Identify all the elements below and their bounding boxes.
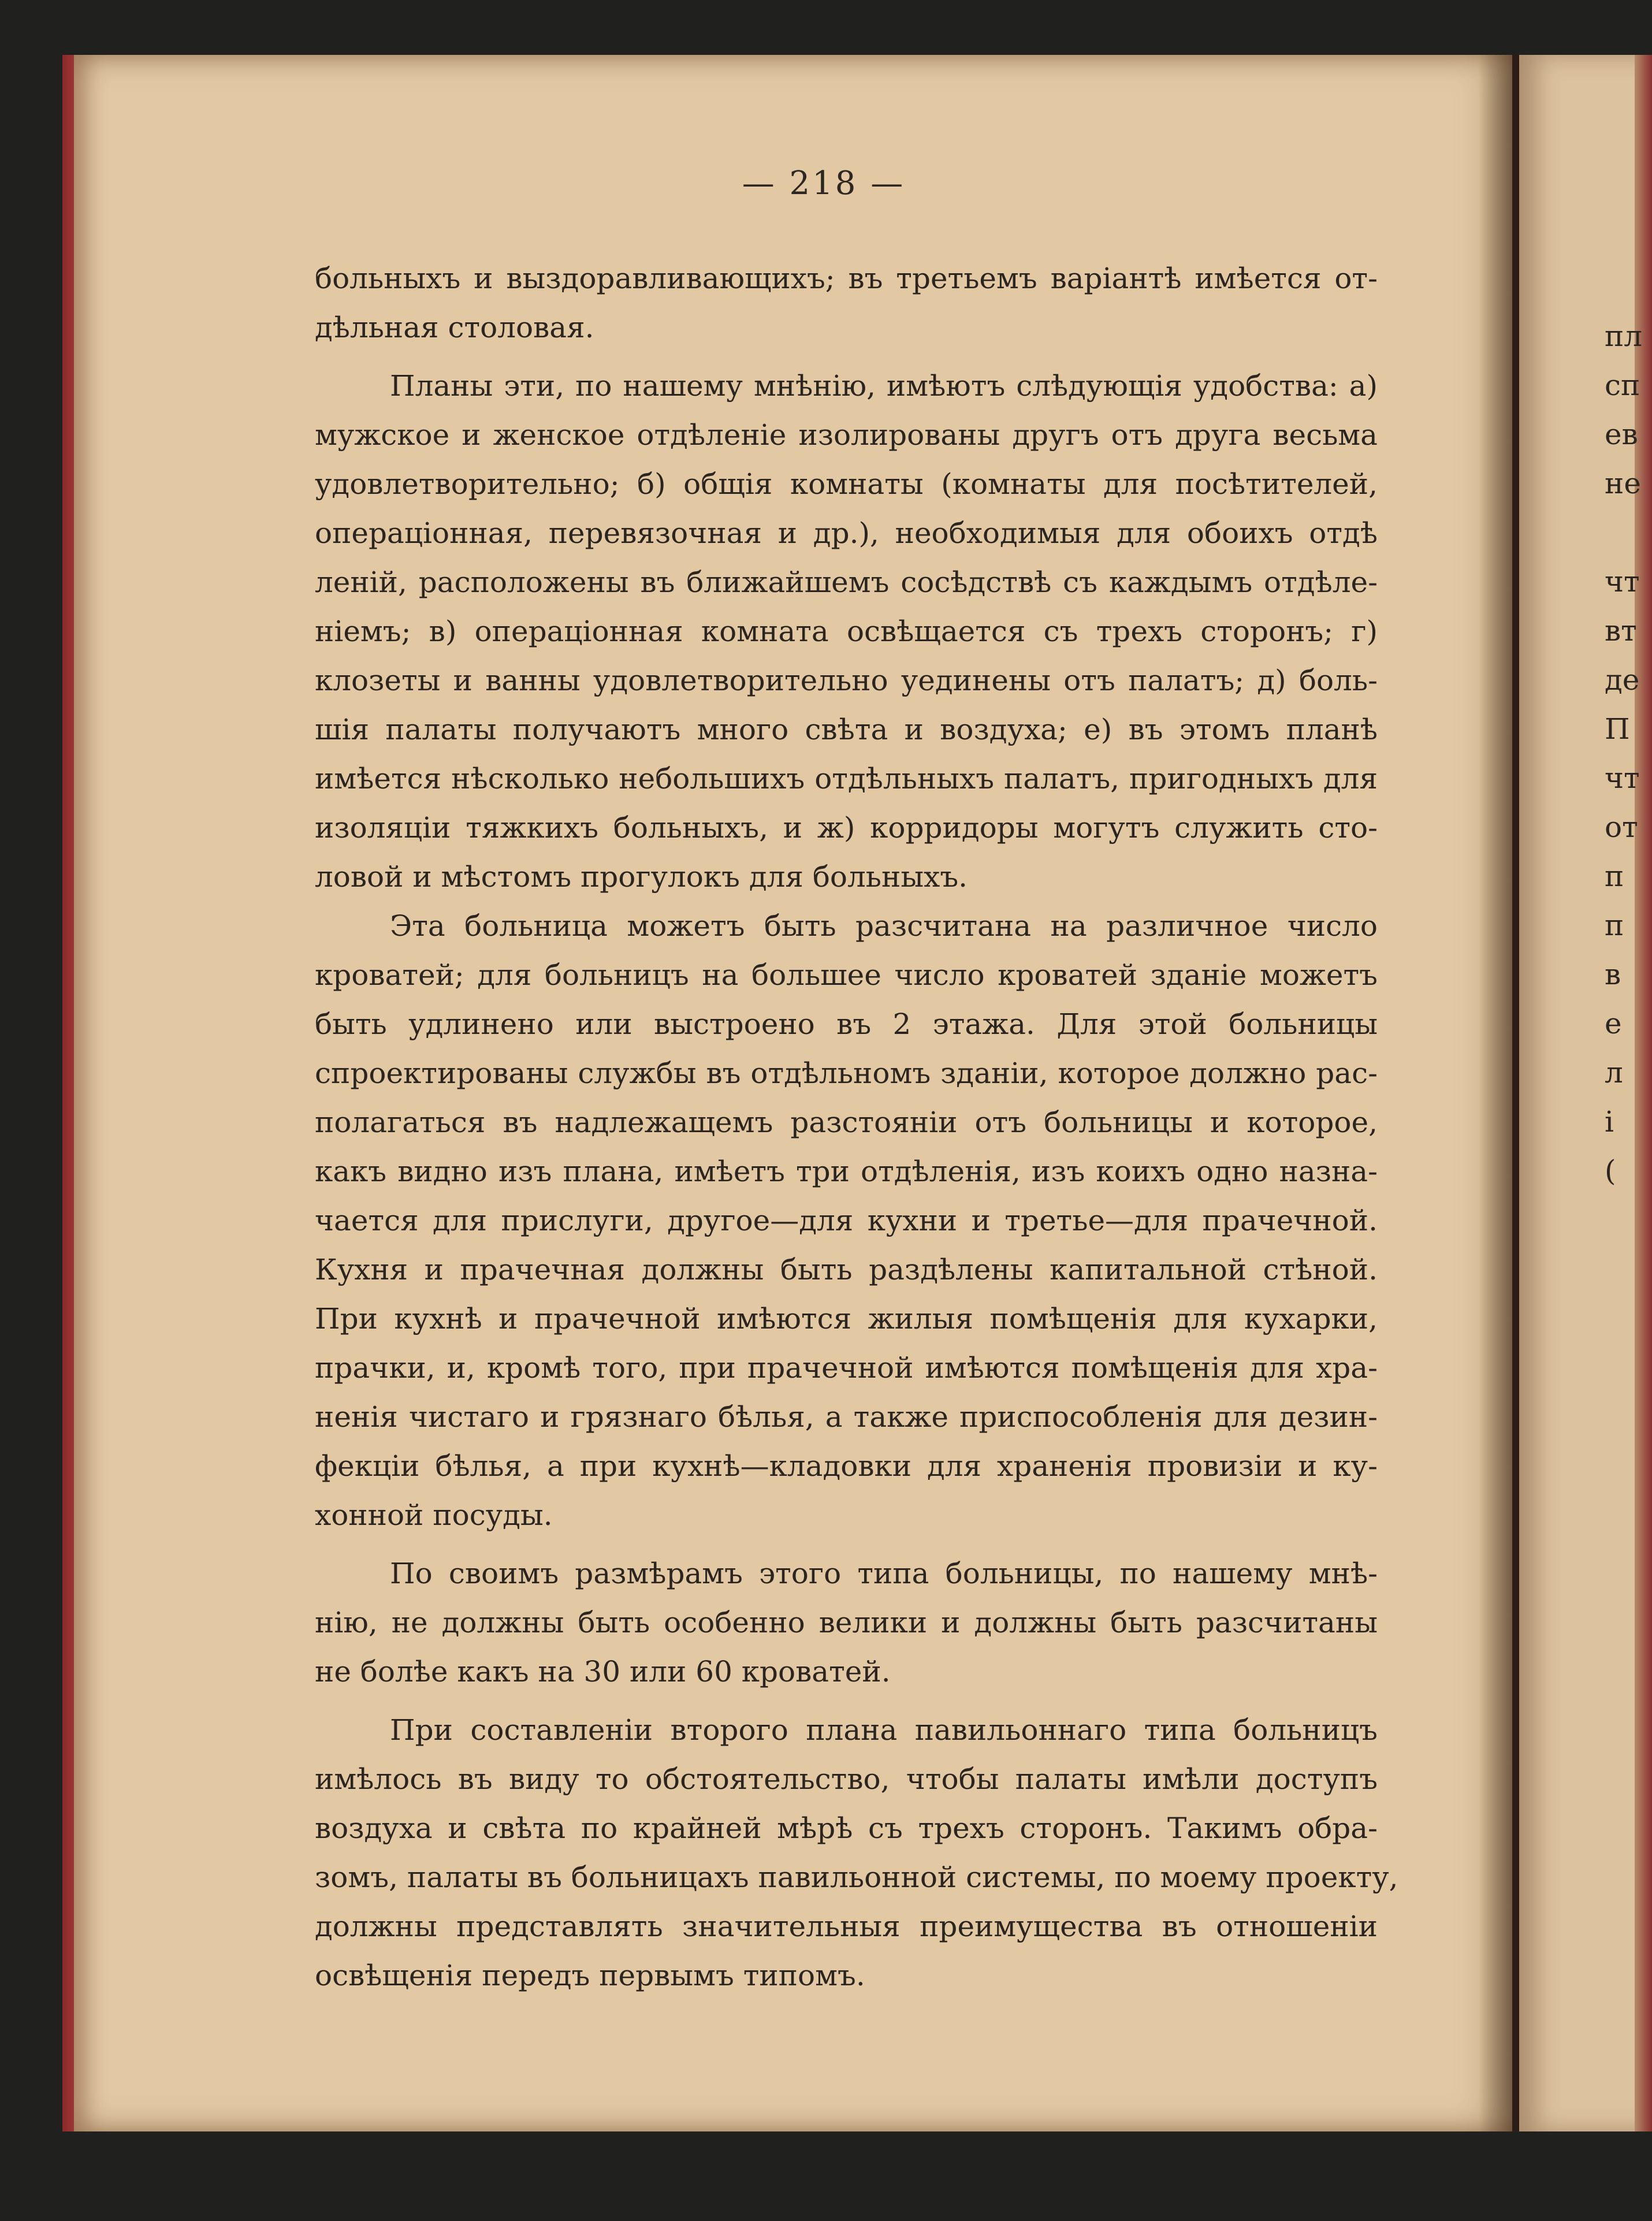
text-fragment: де xyxy=(1605,663,1640,697)
text-line: прачки, и, кромѣ того, при прачечной имѣются помѣщенія для хра- xyxy=(315,1351,1378,1385)
text-line: ніемъ; в) операціонная комната освѣщается съ трехъ сторонъ; г) xyxy=(315,615,1378,648)
text-line: нію, не должны быть особенно велики и должны быть разсчитаны xyxy=(315,1606,1378,1639)
page-number: — 218 — xyxy=(742,165,906,202)
text-fragment: не xyxy=(1605,467,1641,500)
text-line: мужское и женское отдѣленіе изолированы другъ отъ друга весьма xyxy=(315,418,1378,452)
text-line: спроектированы службы въ отдѣльномъ зданіи, которое должно рас- xyxy=(315,1056,1378,1090)
text-line: быть удлинено или выстроено въ 2 этажа. Для этой больницы xyxy=(315,1007,1378,1041)
text-fragment: і xyxy=(1605,1105,1614,1139)
text-line: кроватей; для больницъ на большее число кроватей зданіе можетъ xyxy=(315,958,1378,992)
text-line: чается для прислуги, другое—для кухни и третье—для прачечной. xyxy=(315,1204,1378,1237)
text-line: Кухня и прачечная должны быть раздѣлены капитальной стѣной. xyxy=(315,1253,1378,1286)
text-fragment: п xyxy=(1605,909,1624,942)
text-line: имѣлось въ виду то обстоятельство, чтобы палаты имѣли доступъ xyxy=(315,1762,1378,1796)
text-line: воздуха и свѣта по крайней мѣрѣ съ трехъ сторонъ. Такимъ обра- xyxy=(315,1811,1378,1845)
text-fragment: от xyxy=(1605,810,1638,844)
text-fragment: е xyxy=(1605,1007,1622,1040)
text-fragment: л xyxy=(1605,1056,1623,1089)
right-page-text-fragments xyxy=(1605,312,1652,1196)
text-line: При составленіи второго плана павильоннаго типа больницъ xyxy=(390,1713,1378,1747)
text-line: фекціи бѣлья, а при кухнѣ—кладовки для храненія провизіи и ку- xyxy=(315,1449,1378,1483)
text-line: При кухнѣ и прачечной имѣются жилыя помѣщенія для кухарки, xyxy=(315,1302,1378,1335)
text-line: не болѣе какъ на 30 или 60 кроватей. xyxy=(315,1655,891,1688)
text-line: имѣется нѣсколько небольшихъ отдѣльныхъ палатъ, пригодныхъ для xyxy=(315,762,1378,795)
text-line: полагаться въ надлежащемъ разстояніи отъ больницы и которое, xyxy=(315,1106,1378,1139)
text-line: хонной посуды. xyxy=(315,1498,553,1532)
text-fragment: вт xyxy=(1605,614,1637,648)
text-line: операціонная, перевязочная и др.), необходимыя для обоихъ отдѣ xyxy=(315,516,1378,550)
text-fragment xyxy=(1605,508,1652,557)
text-line: ловой и мѣстомъ прогулокъ для больныхъ. xyxy=(315,860,968,894)
page-text xyxy=(315,254,1398,2000)
text-line: Планы эти, по нашему мнѣнію, имѣютъ слѣдующія удобства: а) xyxy=(390,369,1378,403)
text-line: больныхъ и выздоравливающихъ; въ третьемъ варіантѣ имѣется от- xyxy=(315,262,1378,295)
text-line: зомъ, палаты въ больницахъ павильонной системы, по моему проекту, xyxy=(315,1861,1398,1894)
text-fragment: сп xyxy=(1605,369,1640,402)
text-line: По своимъ размѣрамъ этого типа больницы, по нашему мнѣ- xyxy=(390,1557,1378,1590)
text-fragment: чт xyxy=(1605,761,1640,795)
text-line: Эта больница можетъ быть разсчитана на различное число xyxy=(390,909,1378,943)
paragraph xyxy=(315,254,1378,352)
text-line: изоляціи тяжкихъ больныхъ, и ж) корридоры могутъ служить сто- xyxy=(315,811,1378,844)
text-line: клозеты и ванны удовлетворительно уединены отъ палатъ; д) боль- xyxy=(315,664,1378,697)
paragraph xyxy=(315,902,1378,1540)
text-line: какъ видно изъ плана, имѣетъ три отдѣленія, изъ коихъ одно назна- xyxy=(315,1155,1378,1188)
text-line: леній, расположены въ ближайшемъ сосѣдствѣ съ каждымъ отдѣле- xyxy=(315,566,1378,599)
text-line: дѣльная столовая. xyxy=(315,311,594,344)
text-fragment: чт xyxy=(1605,565,1640,598)
text-line: удовлетворительно; б) общія комнаты (комнаты для посѣтителей, xyxy=(315,467,1378,501)
text-line: шія палаты получаютъ много свѣта и воздуха; е) въ этомъ планѣ xyxy=(315,713,1378,746)
paragraph xyxy=(315,1706,1398,2000)
text-fragment: П xyxy=(1605,712,1630,746)
text-fragment: в xyxy=(1605,958,1621,991)
text-fragment: п xyxy=(1605,860,1624,893)
text-line: должны представлять значительныя преимущества въ отношеніи xyxy=(315,1910,1378,1943)
paragraph xyxy=(315,1549,1378,1697)
text-fragment: пл xyxy=(1605,319,1643,353)
text-line: освѣщенія передъ первымъ типомъ. xyxy=(315,1959,865,1992)
text-fragment: ев xyxy=(1605,418,1638,451)
text-line: ненія чистаго и грязнаго бѣлья, а также приспособленія для дезин- xyxy=(315,1400,1378,1434)
paragraph xyxy=(315,362,1378,902)
text-fragment: ( xyxy=(1605,1154,1616,1188)
